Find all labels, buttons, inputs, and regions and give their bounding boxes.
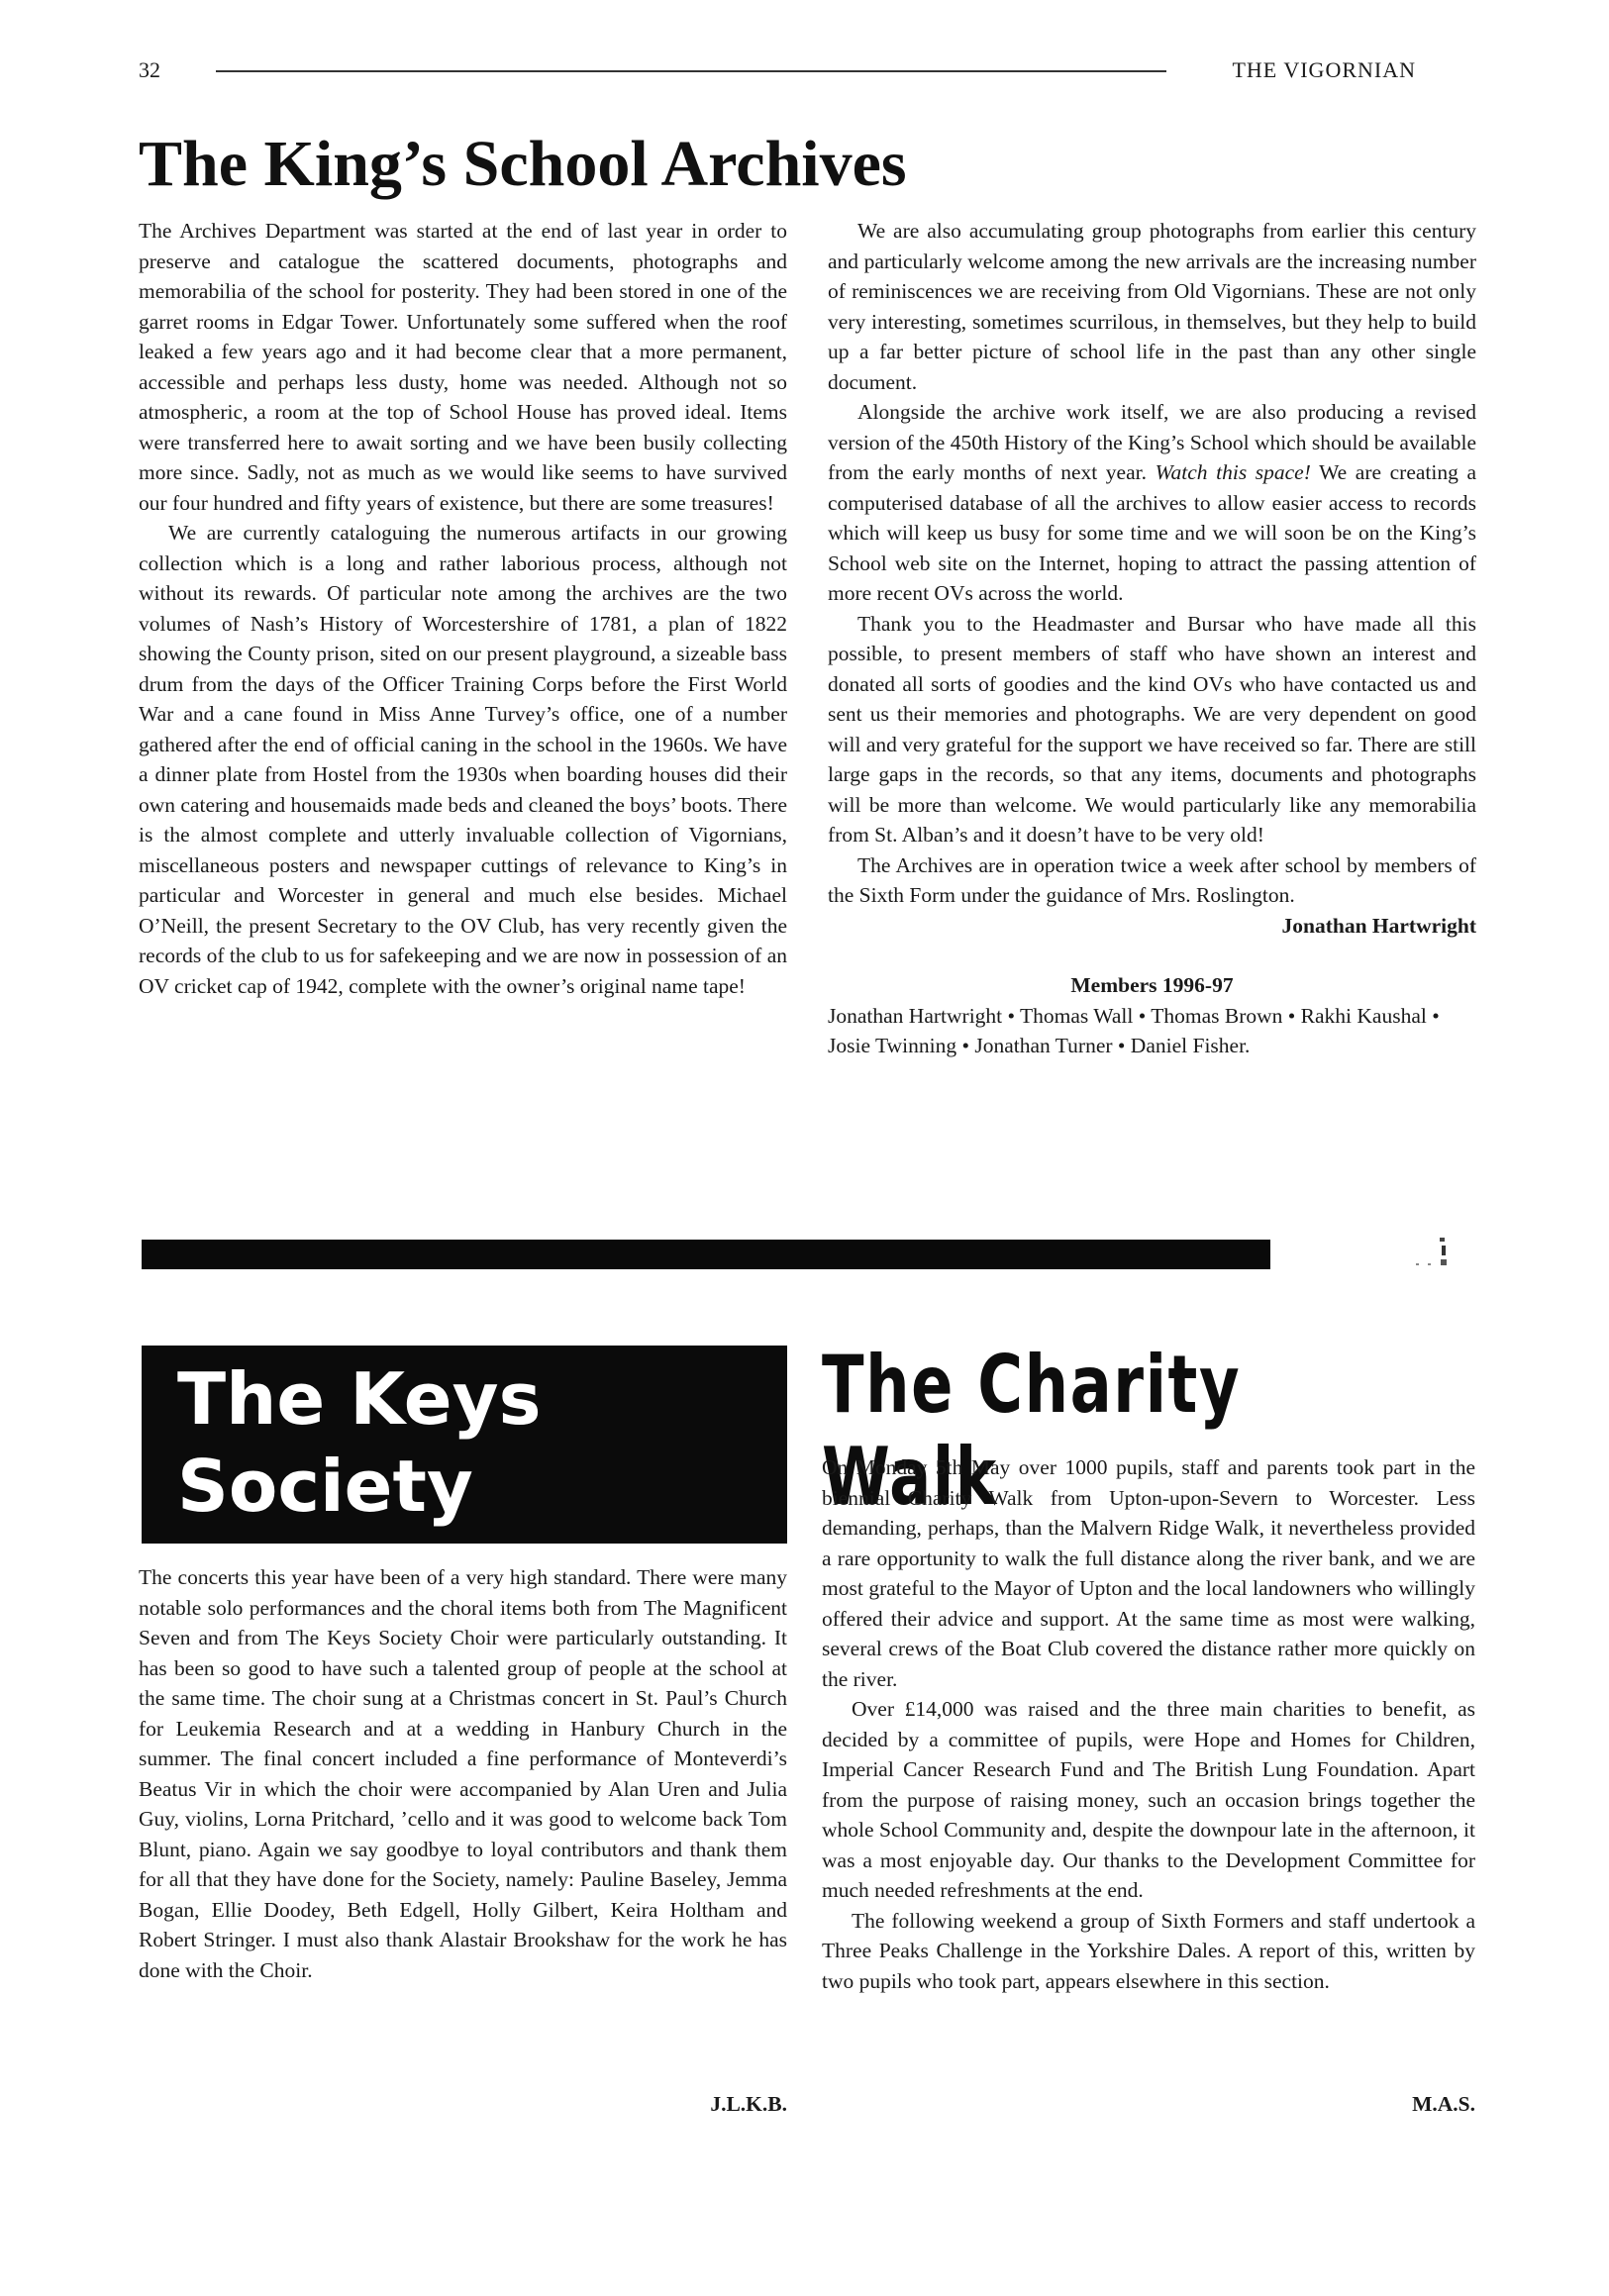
archives-paragraph-6: The Archives are in operation twice a week after school by members of the Sixth Form under the guidance of Mrs. Roslington. (828, 852, 1476, 907)
keys-society-initials: J.L.K.B. (710, 2092, 787, 2116)
charity-walk-paragraph-1: On Monday 5th May over 1000 pupils, staff and parents took part in the biennial Charity Walk from Upton-upon-Severn to Worcester. Less demanding, perhaps, than the Malvern Ridge Walk, it nevertheless provided a rare opportunity to walk the full distance along the river bank, and we are most grateful to the Mayor of Upton and the local landowners who willingly offered their advice and support. At the same time as most were walking, several crews of the Boat Club covered the distance rather more quickly on the river. (822, 1455, 1475, 1691)
archives-paragraph-4-end: We are creating a computerised database of all the archives to allow easier access to records which will keep us busy for some time and we will soon be on the King’s School web site on the Internet, hoping to attract the passing attention of more recent OVs across the world. (828, 460, 1476, 605)
members-heading: Members 1996-97 (1070, 973, 1234, 997)
charity-walk-paragraph-3: The following weekend a group of Sixth Formers and staff undertook a Three Peaks Challenge in the Yorkshire Dales. A report of this, written by two pupils who took part, appears elsewhere in this section. (822, 1908, 1475, 1993)
charity-walk-body (822, 1452, 1475, 1996)
archives-paragraph-4 (828, 397, 1476, 609)
journal-name: THE VIGORNIAN (1232, 57, 1416, 82)
keys-society-title-line-2: Society (177, 1445, 473, 1528)
archives-title: The King’s School Archives (139, 128, 907, 200)
keys-society-body (139, 1562, 787, 1985)
keys-society-title-box (142, 1346, 787, 1544)
header-rule (216, 70, 1166, 72)
archives-left-column (139, 216, 787, 1001)
speck-marks-icon (1396, 1236, 1456, 1275)
watch-this-space-text: Watch this space! (1155, 460, 1311, 484)
archives-right-column (828, 216, 1476, 1061)
archives-paragraph-3: We are also accumulating group photographs from earlier this century and particularly welcome among the new arrivals are the increasing number of reminiscences we are receiving from Old Vigornians. These are not only very interesting, sometimes scurrilous, in themselves, but they help to build up a far better picture of school life in the past than any other single document. (828, 219, 1476, 394)
divider-specks (1396, 1236, 1456, 1275)
archives-paragraph-1: The Archives Department was started at the end of last year in order to preserve and catalogue the scattered documents, photographs and memorabilia of the school for posterity. They had been stored in one of the garret rooms in Edgar Tower. Unfortunately some suffered when the roof leaked a few years ago and it had become clear that a more permanent, accessible and perhaps less dusty, home was needed. Although not so atmospheric, a room at the top of School House has proved ideal. Items were transferred here to await sorting and we have been busily collecting more since. Sadly, not as much as we would like seems to have survived our four hundred and fifty years of existence, but there are some treasures! (139, 219, 787, 515)
archives-signature: Jonathan Hartwright (1281, 913, 1476, 938)
keys-society-paragraph: The concerts this year have been of a very high standard. There were many notable solo performances and the choral items both from The Magnificent Seven and from The Keys Society Choir were particularly outstanding. It has been so good to have such a talented group of people at the school at the same time. The choir sung at a Christmas concert in St. Paul’s Church for Leukemia Research and at a wedding in Hanbury Church in the summer. The final concert included a fine performance of Monteverdi’s Beatus Vir in which the choir were accompanied by Alan Uren and Julia Guy, violins, Lorna Pritchard, ’cello and it was good to welcome back Tom Blunt, piano. Again we say goodbye to loyal contributors and thank them for all that they have done for the Society, namely: Pauline Baseley, Jemma Bogan, Ellie Doodey, Beth Edgell, Holly Gilbert, Keira Holtham and Robert Stringer. I must also thank Alastair Brookshaw for the work he has done with the Choir. (139, 1565, 787, 1982)
keys-society-title-line-1: The Keys (177, 1357, 542, 1441)
archives-paragraph-2: We are currently cataloguing the numerous artifacts in our growing collection which is a long and rather laborious process, although not without its rewards. Of particular note among the archives are the two volumes of Nash’s History of Worcestershire of 1781, a plan of 1822 showing the County prison, sited on our present playground, a sizeable bass drum from the days of the Officer Training Corps before the First World War and a cane found in Miss Anne Turvey’s office, one of a number gathered after the end of official caning in the school in the 1960s. We have a dinner plate from Hostel from the 1930s when boarding houses did their own catering and housemaids made beds and cleaned the boys’ boots. There is the almost complete and utterly invaluable collection of Vigornians, miscellaneous posters and newspaper cuttings of relevance to King’s in particular and Worcester in general and much else besides. Michael O’Neill, the present Secretary to the OV Club, has very recently given the records of the club to us for safekeeping and we are now in possession of an OV cricket cap of 1942, complete with the owner’s original name tape! (139, 521, 787, 998)
charity-walk-initials: M.A.S. (1412, 2092, 1475, 2116)
charity-walk-title: The Charity Walk (822, 1339, 1242, 1523)
page-number: 32 (139, 57, 160, 82)
archives-paragraph-4-start: Alongside the archive work itself, we are also producing a revised version of the 450th History of the King’s School which should be available from the early months of next year. (828, 400, 1476, 484)
members-list: Jonathan Hartwright • Thomas Wall • Thomas Brown • Rakhi Kaushal • Josie Twinning • Jonathan Turner • Daniel Fisher. (828, 1003, 1440, 1057)
charity-walk-paragraph-2: Over £14,000 was raised and the three main charities to benefit, as decided by a committee of pupils, were Hope and Homes for Children, Imperial Cancer Research Fund and The British Lung Foundation. Apart from the purpose of raising money, such an occasion brings together the whole School Community and, despite the downpour late in the afternoon, it was a most enjoyable day. Our thanks to the Development Committee for much needed refreshments at the end. (822, 1697, 1475, 1902)
section-divider-bar (142, 1240, 1270, 1269)
running-header (139, 57, 1416, 87)
archives-paragraph-5: Thank you to the Headmaster and Bursar who have made all this possible, to present members of staff who have shown an interest and donated all sorts of goodies and the kind OVs who have contacted us and sent us their memories and photographs. We are very dependent on good will and very grateful for the support we have received so far. There are still large gaps in the records, so that any items, documents and photographs will be more than welcome. We would particularly like any memorabilia from St. Alban’s and it doesn’t have to be very old! (828, 611, 1476, 847)
